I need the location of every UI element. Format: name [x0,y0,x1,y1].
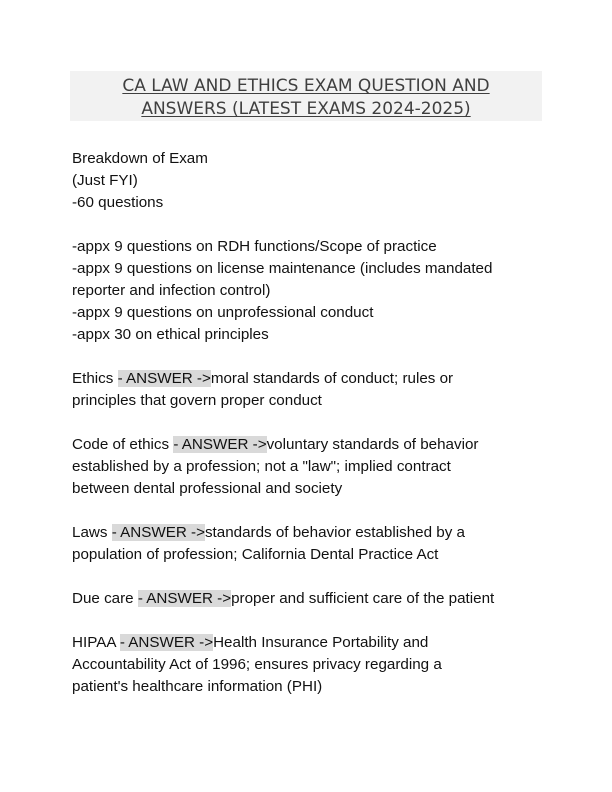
intro-block [72,148,542,214]
qa-item-hipaa [72,632,542,698]
breakdown-line: -appx 9 questions on license maintenance (includes mandated [72,260,493,277]
document-body [72,148,542,720]
document-title-line-2: ANSWERS (LATEST EXAMS 2024-2025) [141,99,471,119]
qa-answer: patient's healthcare information (PHI) [72,678,323,695]
qa-answer: Accountability Act of 1996; ensures privacy regarding a [72,656,442,673]
qa-answer: Health Insurance Portability and [213,634,429,651]
qa-item-due-care [72,588,542,610]
intro-heading: Breakdown of Exam [72,150,208,167]
intro-question-count: -60 questions [72,194,164,211]
qa-term: Ethics [72,370,118,387]
answer-marker: - ANSWER -> [111,524,205,541]
answer-marker: - ANSWER -> [173,436,267,453]
intro-note: (Just FYI) [72,172,138,189]
qa-item-code-of-ethics [72,434,542,500]
qa-term: HIPAA [72,634,120,651]
breakdown-line: reporter and infection control) [72,282,271,299]
qa-answer: between dental professional and society [72,480,343,497]
qa-item-ethics [72,368,542,412]
answer-marker: - ANSWER -> [137,590,232,607]
title-banner [70,71,542,121]
qa-answer: moral standards of conduct; rules or [210,370,454,387]
spacer [72,214,542,236]
breakdown-line: -appx 9 questions on RDH functions/Scope of practice [72,238,437,255]
breakdown-line: -appx 9 questions on unprofessional conduct [72,304,374,321]
qa-answer: standards of behavior established by a [204,524,465,541]
answer-marker: - ANSWER -> [117,370,211,387]
qa-term: Laws [72,524,112,541]
qa-term: Code of ethics [72,436,174,453]
document-title-line-1: CA LAW AND ETHICS EXAM QUESTION AND [122,76,490,96]
qa-answer: principles that govern proper conduct [72,392,322,409]
qa-term: Due care [72,590,138,607]
breakdown-line: -appx 30 on ethical principles [72,326,269,343]
qa-answer: proper and sufficient care of the patient [231,590,495,607]
qa-item-laws [72,522,542,566]
answer-marker: - ANSWER -> [119,634,214,651]
qa-answer: voluntary standards of behavior [266,436,479,453]
qa-answer: population of profession; California Dental Practice Act [72,546,439,563]
qa-answer: established by a profession; not a "law"; implied contract [72,458,451,475]
breakdown-block [72,236,542,346]
